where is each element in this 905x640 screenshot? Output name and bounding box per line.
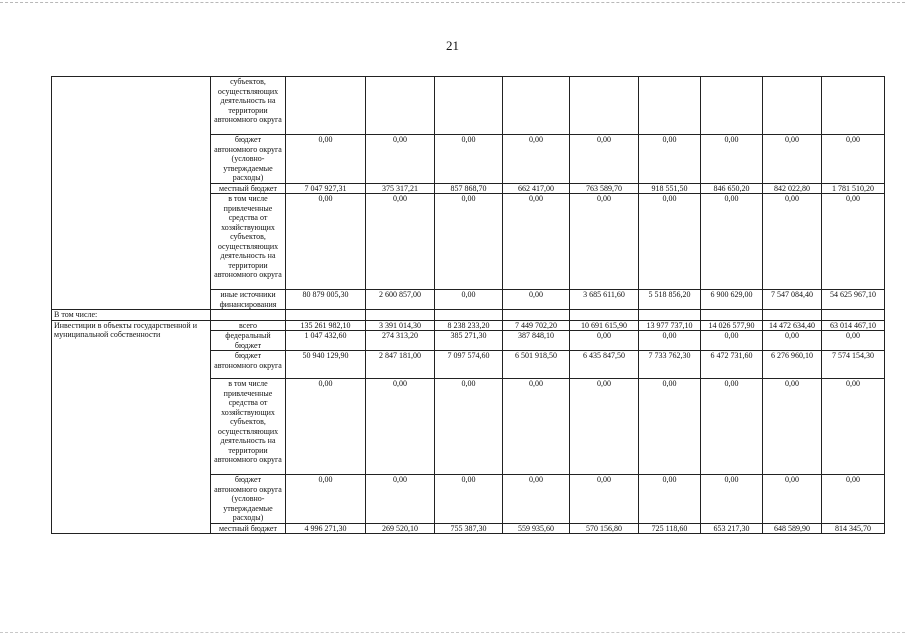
amount-cell [701, 77, 763, 135]
amount-cell: 0,00 [570, 331, 639, 351]
amount-cell: 54 625 967,10 [822, 290, 885, 310]
empty-cell [639, 310, 701, 321]
amount-cell: 7 733 762,30 [639, 351, 701, 379]
amount-cell: 80 879 005,30 [286, 290, 366, 310]
amount-cell: 0,00 [503, 194, 570, 290]
amount-cell: 6 276 960,10 [763, 351, 822, 379]
amount-cell: 0,00 [570, 135, 639, 184]
amount-cell [639, 77, 701, 135]
amount-cell: 387 848,10 [503, 331, 570, 351]
page-number: 21 [446, 38, 459, 53]
amount-cell: 842 022,80 [763, 183, 822, 194]
amount-cell: 0,00 [639, 475, 701, 524]
amount-cell [366, 77, 435, 135]
amount-cell: 14 472 634,40 [763, 320, 822, 331]
amount-cell: 7 449 702,20 [503, 320, 570, 331]
amount-cell [435, 77, 503, 135]
amount-cell: 570 156,80 [570, 523, 639, 534]
amount-cell: 0,00 [570, 194, 639, 290]
empty-cell [286, 310, 366, 321]
empty-cell [366, 310, 435, 321]
amount-cell: 6 900 629,00 [701, 290, 763, 310]
amount-cell: 0,00 [366, 475, 435, 524]
amount-cell: 0,00 [286, 379, 366, 475]
section-name: Инвестиции в объекты государственной и муниципальной собственности [52, 320, 211, 534]
source-label: бюджет автономного округа (условно-утверждаемые расходы) [211, 475, 286, 524]
amount-cell: 6 435 847,50 [570, 351, 639, 379]
amount-cell: 0,00 [570, 475, 639, 524]
amount-cell: 10 691 615,90 [570, 320, 639, 331]
empty-cell [822, 310, 885, 321]
amount-cell [570, 77, 639, 135]
amount-cell: 0,00 [435, 290, 503, 310]
amount-cell: 3 391 014,30 [366, 320, 435, 331]
amount-cell: 0,00 [503, 475, 570, 524]
scan-bottom-edge [0, 632, 905, 633]
amount-cell: 559 935,60 [503, 523, 570, 534]
amount-cell: 755 387,30 [435, 523, 503, 534]
amount-cell: 4 996 271,30 [286, 523, 366, 534]
source-label: бюджет автономного округа [211, 351, 286, 379]
amount-cell: 5 518 856,20 [639, 290, 701, 310]
amount-cell: 0,00 [763, 379, 822, 475]
amount-cell [503, 77, 570, 135]
amount-cell: 0,00 [503, 379, 570, 475]
amount-cell [822, 77, 885, 135]
amount-cell: 662 417,00 [503, 183, 570, 194]
amount-cell: 814 345,70 [822, 523, 885, 534]
amount-cell: 8 238 233,20 [435, 320, 503, 331]
source-label: местный бюджет [211, 523, 286, 534]
amount-cell: 274 313,20 [366, 331, 435, 351]
amount-cell: 0,00 [822, 194, 885, 290]
amount-cell: 0,00 [763, 331, 822, 351]
amount-cell: 0,00 [435, 475, 503, 524]
amount-cell: 0,00 [763, 194, 822, 290]
empty-cell [435, 310, 503, 321]
amount-cell: 0,00 [822, 135, 885, 184]
amount-cell: 1 047 432,60 [286, 331, 366, 351]
amount-cell: 0,00 [701, 475, 763, 524]
amount-cell: 0,00 [286, 194, 366, 290]
amount-cell [286, 77, 366, 135]
amount-cell: 0,00 [701, 135, 763, 184]
amount-cell: 6 472 731,60 [701, 351, 763, 379]
amount-cell: 14 026 577,90 [701, 320, 763, 331]
amount-cell [763, 77, 822, 135]
empty-cell [503, 310, 570, 321]
amount-cell: 0,00 [366, 135, 435, 184]
source-label: бюджет автономного округа (условно-утверждаемые расходы) [211, 135, 286, 184]
empty-cell [211, 310, 286, 321]
amount-cell: 0,00 [822, 475, 885, 524]
amount-cell: 0,00 [503, 290, 570, 310]
amount-cell: 3 685 611,60 [570, 290, 639, 310]
amount-cell: 0,00 [639, 194, 701, 290]
empty-cell [701, 310, 763, 321]
section-label: В том числе: [52, 310, 211, 321]
amount-cell: 0,00 [701, 194, 763, 290]
amount-cell: 0,00 [639, 135, 701, 184]
amount-cell: 375 317,21 [366, 183, 435, 194]
amount-cell: 846 650,20 [701, 183, 763, 194]
amount-cell: 653 217,30 [701, 523, 763, 534]
amount-cell: 0,00 [763, 475, 822, 524]
amount-cell: 7 547 084,40 [763, 290, 822, 310]
section-row [52, 310, 885, 321]
empty-cell [570, 310, 639, 321]
amount-cell: 1 781 510,20 [822, 183, 885, 194]
amount-cell: 0,00 [822, 379, 885, 475]
amount-cell: 6 501 918,50 [503, 351, 570, 379]
amount-cell: 7 047 927,31 [286, 183, 366, 194]
amount-cell: 0,00 [435, 135, 503, 184]
source-label: субъектов, осуществляющих деятельность на территории автономного округа [211, 77, 286, 135]
amount-cell: 0,00 [366, 194, 435, 290]
amount-cell: 0,00 [701, 331, 763, 351]
source-label: в том числе привлеченные средства от хозяйствующих субъектов, осуществляющих деятельность на территории автономного округа [211, 379, 286, 475]
empty-cell [763, 310, 822, 321]
source-label: в том числе привлеченные средства от хозяйствующих субъектов, осуществляющих деятельность на территории автономного округа [211, 194, 286, 290]
amount-cell: 7 097 574,60 [435, 351, 503, 379]
amount-cell: 0,00 [639, 331, 701, 351]
amount-cell: 0,00 [503, 135, 570, 184]
amount-cell: 0,00 [286, 135, 366, 184]
amount-cell: 7 574 154,30 [822, 351, 885, 379]
amount-cell: 918 551,50 [639, 183, 701, 194]
source-label: всего [211, 320, 286, 331]
amount-cell: 763 589,70 [570, 183, 639, 194]
table-row [52, 77, 885, 135]
source-label: иные источники финансирования [211, 290, 286, 310]
amount-cell: 0,00 [639, 379, 701, 475]
amount-cell: 50 940 129,90 [286, 351, 366, 379]
amount-cell: 0,00 [763, 135, 822, 184]
amount-cell: 13 977 737,10 [639, 320, 701, 331]
source-label: федеральный бюджет [211, 331, 286, 351]
amount-cell: 2 847 181,00 [366, 351, 435, 379]
amount-cell: 2 600 857,00 [366, 290, 435, 310]
amount-cell: 0,00 [570, 379, 639, 475]
amount-cell: 648 589,90 [763, 523, 822, 534]
budget-table [51, 76, 885, 534]
program-name-cell [52, 77, 211, 310]
amount-cell: 135 261 982,10 [286, 320, 366, 331]
table-row [52, 320, 885, 331]
amount-cell: 269 520,10 [366, 523, 435, 534]
amount-cell: 0,00 [286, 475, 366, 524]
amount-cell: 857 868,70 [435, 183, 503, 194]
source-label: местный бюджет [211, 183, 286, 194]
amount-cell: 385 271,30 [435, 331, 503, 351]
amount-cell: 0,00 [366, 379, 435, 475]
amount-cell: 725 118,60 [639, 523, 701, 534]
amount-cell: 0,00 [701, 379, 763, 475]
amount-cell: 0,00 [435, 194, 503, 290]
amount-cell: 0,00 [822, 331, 885, 351]
amount-cell: 0,00 [435, 379, 503, 475]
amount-cell: 63 014 467,10 [822, 320, 885, 331]
scan-top-edge [0, 2, 905, 3]
